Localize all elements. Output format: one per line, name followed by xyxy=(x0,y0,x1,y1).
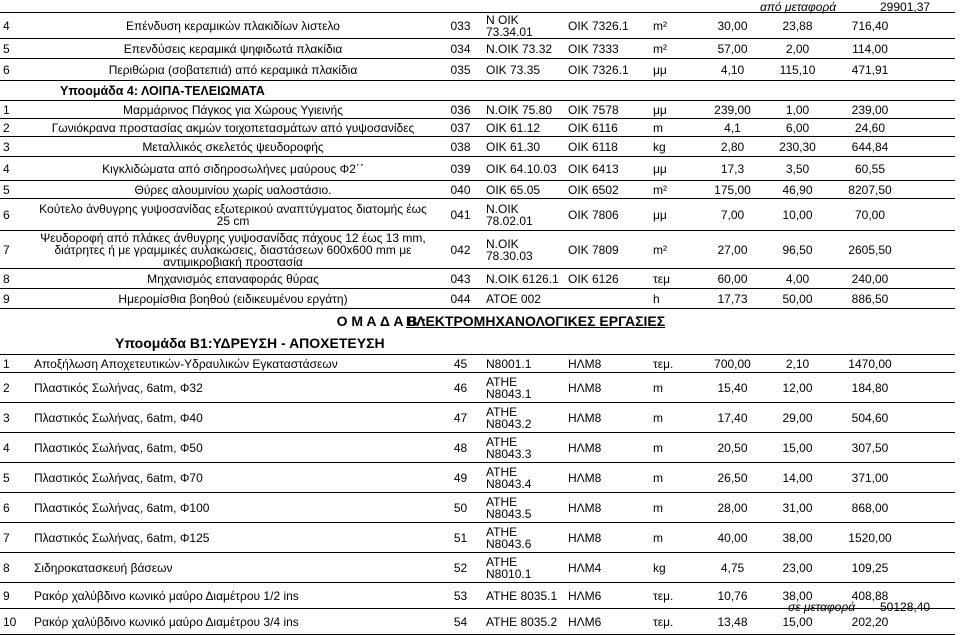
item-analysis-code: ΟΙΚ 7806 xyxy=(565,199,650,231)
item-description: Περιθώρια (σοβατεπιά) από κεραμικά πλακίδια xyxy=(28,59,438,81)
item-unit: μμ xyxy=(650,199,700,231)
carry-over-label-bottom: σε μεταφορά xyxy=(788,600,856,614)
item-description: Επένδυση κεραμικών πλακιδίων λιστελο xyxy=(28,13,438,39)
item-unit: m² xyxy=(650,39,700,59)
item-price: 2,10 xyxy=(765,355,830,373)
item-unit: kg xyxy=(650,553,700,583)
item-analysis-code: ΟΙΚ 6502 xyxy=(565,181,650,199)
table-row xyxy=(0,269,955,289)
item-description: Πλαστικός Σωλήνας, 6atm, Φ70 xyxy=(28,463,438,493)
item-price: 23,88 xyxy=(765,13,830,39)
spacer-cell xyxy=(910,289,955,309)
item-unit: m xyxy=(650,523,700,553)
item-quantity: 26,50 xyxy=(700,463,765,493)
item-code: 46 xyxy=(438,373,483,403)
item-reference: Ν.ΟΙΚ 73.32 xyxy=(483,39,565,59)
item-reference: ΟΙΚ 61.12 xyxy=(483,119,565,137)
item-reference: Ν ΟΙΚ 73.34.01 xyxy=(483,13,565,39)
group-b-name: ΗΛΕΚΤΡΟΜΗΧΑΝΟΛΟΓΙΚΕΣ ΕΡΓΑΣΙΕΣ xyxy=(406,312,666,329)
item-description: Ημερομίσθια βοηθού (ειδικευμένου εργάτη) xyxy=(28,289,438,309)
carry-over-value-bottom: 50128,40 xyxy=(880,600,931,614)
item-unit: μμ xyxy=(650,59,700,81)
item-price: 38,00 xyxy=(765,583,830,609)
item-number: 1 xyxy=(0,355,28,373)
item-code: 038 xyxy=(438,137,483,157)
table-row xyxy=(0,181,955,199)
spacer-cell xyxy=(910,13,955,39)
item-description: Ρακόρ χαλύβδινο κωνικό μαύρο Διαμέτρου 3/4 ins xyxy=(28,609,438,635)
cost-table xyxy=(0,12,955,635)
spacer-cell xyxy=(910,463,955,493)
item-number: 4 xyxy=(0,433,28,463)
table-row xyxy=(0,59,955,81)
item-total: 240,00 xyxy=(830,269,910,289)
item-quantity: 175,00 xyxy=(700,181,765,199)
subgroup-4-header xyxy=(0,81,955,101)
item-total: 307,50 xyxy=(830,433,910,463)
item-code: 035 xyxy=(438,59,483,81)
item-price: 3,50 xyxy=(765,157,830,181)
item-price: 230,30 xyxy=(765,137,830,157)
item-total: 24,60 xyxy=(830,119,910,137)
item-price: 46,90 xyxy=(765,181,830,199)
item-analysis-code: ΗΛΜ8 xyxy=(565,355,650,373)
table-row xyxy=(0,373,955,403)
item-description: Πλαστικός Σωλήνας, 6atm, Φ40 xyxy=(28,403,438,433)
item-reference: Ν.ΟΙΚ 6126.1 xyxy=(483,269,565,289)
item-description: Θύρες αλουμινίου χωρίς υαλοστάσιο. xyxy=(28,181,438,199)
spacer-cell xyxy=(910,119,955,137)
item-description: Πλαστικός Σωλήνας, 6atm, Φ125 xyxy=(28,523,438,553)
item-quantity: 28,00 xyxy=(700,493,765,523)
item-price: 14,00 xyxy=(765,463,830,493)
item-code: 043 xyxy=(438,269,483,289)
item-number: 1 xyxy=(0,101,28,119)
item-unit: τεμ. xyxy=(650,583,700,609)
table-row xyxy=(0,137,955,157)
item-number: 2 xyxy=(0,119,28,137)
item-analysis-code: ΟΙΚ 7333 xyxy=(565,39,650,59)
item-reference: ΑΤΗΕ N8010.1 xyxy=(483,553,565,583)
item-total: 8207,50 xyxy=(830,181,910,199)
item-reference: N8001.1 xyxy=(483,355,565,373)
item-price: 4,00 xyxy=(765,269,830,289)
item-price: 1,00 xyxy=(765,101,830,119)
item-number: 6 xyxy=(0,493,28,523)
item-analysis-code: ΗΛΜ8 xyxy=(565,433,650,463)
item-code: 54 xyxy=(438,609,483,635)
item-code: 034 xyxy=(438,39,483,59)
item-quantity: 60,00 xyxy=(700,269,765,289)
item-total: 202,20 xyxy=(830,609,910,635)
item-number: 8 xyxy=(0,553,28,583)
carry-over-label-top: από μεταφορά xyxy=(760,0,837,14)
group-4-rows xyxy=(0,101,955,309)
item-analysis-code: ΟΙΚ 6116 xyxy=(565,119,650,137)
item-description: Ρακόρ χαλύβδινο κωνικό μαύρο Διαμέτρου 1/2 ins xyxy=(28,583,438,609)
item-description: Πλαστικός Σωλήνας, 6atm, Φ50 xyxy=(28,433,438,463)
item-analysis-code: ΟΙΚ 7326.1 xyxy=(565,13,650,39)
item-total: 2605,50 xyxy=(830,231,910,269)
table-row xyxy=(0,433,955,463)
table-row xyxy=(0,101,955,119)
table-row xyxy=(0,493,955,523)
item-number: 3 xyxy=(0,137,28,157)
item-unit: m xyxy=(650,373,700,403)
table-row xyxy=(0,199,955,231)
item-reference: ΟΙΚ 65.05 xyxy=(483,181,565,199)
item-code: 033 xyxy=(438,13,483,39)
item-price: 50,00 xyxy=(765,289,830,309)
item-total: 184,80 xyxy=(830,373,910,403)
item-description: Πλαστικός Σωλήνας, 6atm, Φ100 xyxy=(28,493,438,523)
item-description: Σιδηροκατασκευή βάσεων xyxy=(28,553,438,583)
item-unit: μμ xyxy=(650,101,700,119)
item-price: 23,00 xyxy=(765,553,830,583)
item-number: 6 xyxy=(0,199,28,231)
item-reference: Ν.ΟΙΚ 78.02.01 xyxy=(483,199,565,231)
item-quantity: 30,00 xyxy=(700,13,765,39)
item-unit: τεμ. xyxy=(650,355,700,373)
item-code: 47 xyxy=(438,403,483,433)
item-analysis-code: ΗΛΜ6 xyxy=(565,609,650,635)
item-total: 1470,00 xyxy=(830,355,910,373)
item-total: 716,40 xyxy=(830,13,910,39)
subgroup-4-title: Υποομάδα 4: ΛΟΙΠΑ-ΤΕΛΕΙΩΜΑΤΑ xyxy=(0,81,438,101)
item-code: 49 xyxy=(438,463,483,493)
item-code: 50 xyxy=(438,493,483,523)
item-quantity: 4,75 xyxy=(700,553,765,583)
item-quantity: 4,1 xyxy=(700,119,765,137)
item-analysis-code: ΗΛΜ4 xyxy=(565,553,650,583)
item-quantity: 10,76 xyxy=(700,583,765,609)
item-quantity: 17,3 xyxy=(700,157,765,181)
item-unit: m² xyxy=(650,13,700,39)
group-b-title: Ο Μ Α Δ Α Β : xyxy=(336,312,426,329)
item-analysis-code: ΟΙΚ 7578 xyxy=(565,101,650,119)
item-code: 039 xyxy=(438,157,483,181)
item-description: Πλαστικός Σωλήνας, 6atm, Φ32 xyxy=(28,373,438,403)
item-analysis-code: ΗΛΜ8 xyxy=(565,523,650,553)
table-row xyxy=(0,231,955,269)
item-reference: ΟΙΚ 73.35 xyxy=(483,59,565,81)
spacer-cell xyxy=(910,199,955,231)
table-row xyxy=(0,13,955,39)
item-number: 4 xyxy=(0,13,28,39)
group-b-header xyxy=(0,309,955,355)
item-price: 10,00 xyxy=(765,199,830,231)
item-code: 037 xyxy=(438,119,483,137)
item-number: 5 xyxy=(0,463,28,493)
subgroup-b1-rows xyxy=(0,355,955,635)
item-total: 114,00 xyxy=(830,39,910,59)
spacer-cell xyxy=(910,269,955,289)
spacer-cell xyxy=(910,231,955,269)
table-row xyxy=(0,403,955,433)
item-analysis-code: ΟΙΚ 6413 xyxy=(565,157,650,181)
item-price: 115,10 xyxy=(765,59,830,81)
spacer-cell xyxy=(910,373,955,403)
item-reference: ΟΙΚ 64.10.03 xyxy=(483,157,565,181)
item-description: Κούτελο άνθυγρης γυψοσανίδας εξωτερικού αναπτύγματος διατομής έως 25 cm xyxy=(28,199,438,231)
item-quantity: 40,00 xyxy=(700,523,765,553)
item-price: 96,50 xyxy=(765,231,830,269)
item-quantity: 17,73 xyxy=(700,289,765,309)
item-number: 2 xyxy=(0,373,28,403)
table-row xyxy=(0,119,955,137)
spacer-cell xyxy=(910,433,955,463)
item-code: 51 xyxy=(438,523,483,553)
spacer-cell xyxy=(910,523,955,553)
item-unit: μμ xyxy=(650,157,700,181)
item-number: 7 xyxy=(0,523,28,553)
item-quantity: 239,00 xyxy=(700,101,765,119)
item-number: 6 xyxy=(0,59,28,81)
table-row xyxy=(0,39,955,59)
item-analysis-code: ΟΙΚ 6126 xyxy=(565,269,650,289)
item-code: 044 xyxy=(438,289,483,309)
item-description: Μαρμάρινος Πάγκος για Χώρους Υγιεινής xyxy=(28,101,438,119)
section-a-rows xyxy=(0,13,955,81)
item-total: 70,00 xyxy=(830,199,910,231)
item-total: 504,60 xyxy=(830,403,910,433)
item-total: 109,25 xyxy=(830,553,910,583)
subgroup-b1-title: Υποομάδα Β1:ΥΔΡΕΥΣΗ - ΑΠΟΧΕΤΕΥΣΗ xyxy=(0,333,438,355)
item-code: 53 xyxy=(438,583,483,609)
item-code: 48 xyxy=(438,433,483,463)
item-total: 408,88 xyxy=(830,583,910,609)
item-number: 8 xyxy=(0,269,28,289)
item-number: 5 xyxy=(0,181,28,199)
item-reference: ΑΤΗΕ N8043.3 xyxy=(483,433,565,463)
spacer-cell xyxy=(910,59,955,81)
item-analysis-code: ΗΛΜ6 xyxy=(565,583,650,609)
item-reference: ΑΤΗΕ N8043.1 xyxy=(483,373,565,403)
item-unit: τεμ xyxy=(650,269,700,289)
spacer-cell xyxy=(910,355,955,373)
item-description: Ψευδοροφή από πλάκες άνθυγρης γυψοσανίδας πάχους 12 έως 13 mm, διάτρητες ή με γραμμικές αυλακώσεις, διαστάσεων 600x600 mm με αντιμικροβιακή προστασία xyxy=(28,231,438,269)
item-number: 10 xyxy=(0,609,28,635)
item-price: 15,00 xyxy=(765,433,830,463)
item-code: 45 xyxy=(438,355,483,373)
item-reference: ΑΤΗΕ N8043.5 xyxy=(483,493,565,523)
spacer-cell xyxy=(910,39,955,59)
item-reference: ΑΤΗΕ N8043.6 xyxy=(483,523,565,553)
item-code: 52 xyxy=(438,553,483,583)
item-total: 371,00 xyxy=(830,463,910,493)
item-analysis-code: ΗΛΜ8 xyxy=(565,403,650,433)
item-price: 31,00 xyxy=(765,493,830,523)
item-total: 471,91 xyxy=(830,59,910,81)
item-code: 041 xyxy=(438,199,483,231)
item-number: 9 xyxy=(0,583,28,609)
item-quantity: 57,00 xyxy=(700,39,765,59)
spacer-cell xyxy=(910,403,955,433)
item-analysis-code: ΗΛΜ8 xyxy=(565,373,650,403)
item-reference: ΑΤΗΕ 8035.2 xyxy=(483,609,565,635)
item-description: Μεταλλικός σκελετός ψευδοροφής xyxy=(28,137,438,157)
item-analysis-code: ΟΙΚ 7326.1 xyxy=(565,59,650,81)
item-total: 868,00 xyxy=(830,493,910,523)
item-reference: Ν.ΟΙΚ 78.30.03 xyxy=(483,231,565,269)
item-description: Γωνιόκρανα προστασίας ακμών τοιχοπετασμάτων από γυψοσανίδες xyxy=(28,119,438,137)
item-unit: m xyxy=(650,403,700,433)
item-unit: m xyxy=(650,433,700,463)
table-row xyxy=(0,355,955,373)
item-reference: ΟΙΚ 61.30 xyxy=(483,137,565,157)
item-number: 5 xyxy=(0,39,28,59)
item-quantity: 15,40 xyxy=(700,373,765,403)
item-price: 38,00 xyxy=(765,523,830,553)
item-unit: m xyxy=(650,119,700,137)
item-price: 12,00 xyxy=(765,373,830,403)
item-code: 042 xyxy=(438,231,483,269)
item-number: 7 xyxy=(0,231,28,269)
item-total: 886,50 xyxy=(830,289,910,309)
item-analysis-code: ΟΙΚ 6118 xyxy=(565,137,650,157)
item-description: Αποξήλωση Αποχετευτικών-Υδραυλικών Εγκαταστάσεων xyxy=(28,355,438,373)
item-analysis-code xyxy=(565,289,650,309)
item-quantity: 13,48 xyxy=(700,609,765,635)
item-quantity: 20,50 xyxy=(700,433,765,463)
item-number: 3 xyxy=(0,403,28,433)
item-analysis-code: ΟΙΚ 7809 xyxy=(565,231,650,269)
item-analysis-code: ΗΛΜ8 xyxy=(565,493,650,523)
item-description: Κιγκλιδώματα από σιδηροσωλήνες μαύρους Φ2΄΄ xyxy=(28,157,438,181)
item-reference: ΑΤΗΕ 8035.1 xyxy=(483,583,565,609)
item-total: 1520,00 xyxy=(830,523,910,553)
item-analysis-code: ΗΛΜ8 xyxy=(565,463,650,493)
table-row xyxy=(0,523,955,553)
item-reference: Ν.ΟΙΚ 75.80 xyxy=(483,101,565,119)
item-unit: h xyxy=(650,289,700,309)
spacer-cell xyxy=(910,181,955,199)
spacer-cell xyxy=(910,553,955,583)
carry-over-value-top: 29901,37 xyxy=(880,0,931,14)
item-reference: ΑΤΗΕ N8043.2 xyxy=(483,403,565,433)
item-quantity: 700,00 xyxy=(700,355,765,373)
item-total: 239,00 xyxy=(830,101,910,119)
item-total: 644,84 xyxy=(830,137,910,157)
item-reference: ΑΤΗΕ N8043.4 xyxy=(483,463,565,493)
item-quantity: 4,10 xyxy=(700,59,765,81)
item-quantity: 2,80 xyxy=(700,137,765,157)
item-unit: kg xyxy=(650,137,700,157)
table-row xyxy=(0,157,955,181)
item-quantity: 27,00 xyxy=(700,231,765,269)
item-reference: ΑΤΟΕ 002 xyxy=(483,289,565,309)
item-number: 4 xyxy=(0,157,28,181)
item-unit: m² xyxy=(650,231,700,269)
item-quantity: 17,40 xyxy=(700,403,765,433)
item-unit: m² xyxy=(650,181,700,199)
item-price: 15,00 xyxy=(765,609,830,635)
spacer-cell xyxy=(910,157,955,181)
item-unit: m xyxy=(650,493,700,523)
item-price: 2,00 xyxy=(765,39,830,59)
item-price: 29,00 xyxy=(765,403,830,433)
item-price: 6,00 xyxy=(765,119,830,137)
table-row xyxy=(0,553,955,583)
item-code: 036 xyxy=(438,101,483,119)
spacer-cell xyxy=(910,137,955,157)
item-quantity: 7,00 xyxy=(700,199,765,231)
item-unit: m xyxy=(650,463,700,493)
item-number: 9 xyxy=(0,289,28,309)
item-description: Μηχανισμός επαναφοράς θύρας xyxy=(28,269,438,289)
spacer-cell xyxy=(910,493,955,523)
table-row xyxy=(0,289,955,309)
item-total: 60,55 xyxy=(830,157,910,181)
item-unit: τεμ. xyxy=(650,609,700,635)
table-row xyxy=(0,463,955,493)
item-code: 040 xyxy=(438,181,483,199)
item-description: Επενδύσεις κεραμικά ψηφιδωτά πλακίδια xyxy=(28,39,438,59)
spacer-cell xyxy=(910,101,955,119)
